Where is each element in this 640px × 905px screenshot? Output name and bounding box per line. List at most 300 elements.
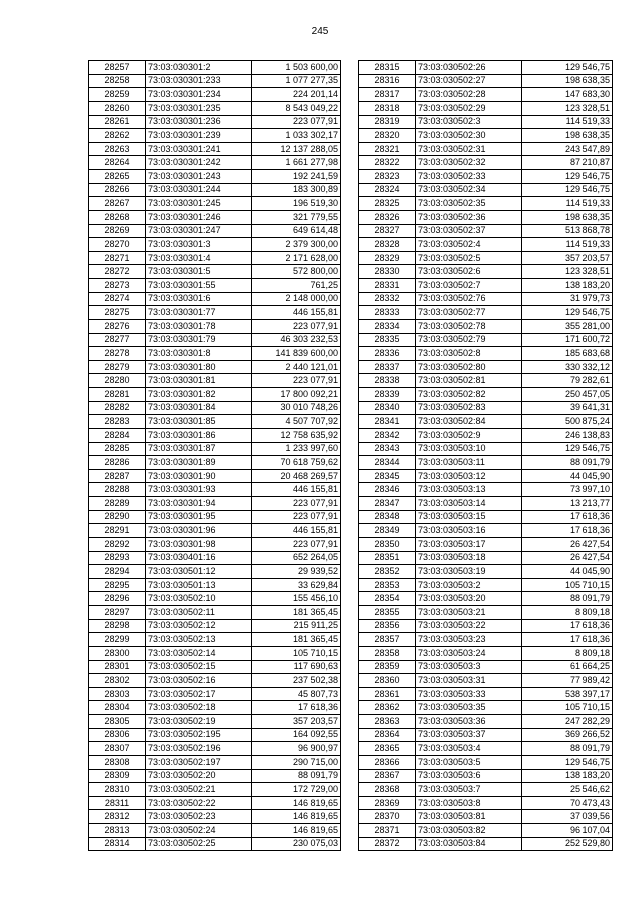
cadastral-number-cell: 73:03:030502:31 [416, 142, 522, 156]
row-number-cell: 28287 [89, 469, 146, 483]
row-number-cell: 28330 [359, 265, 416, 279]
value-cell: 17 618,36 [522, 633, 613, 647]
row-number-cell: 28312 [89, 810, 146, 824]
table-row [89, 497, 341, 511]
table-row [359, 824, 613, 838]
row-number-cell: 28338 [359, 374, 416, 388]
table-row [359, 606, 613, 620]
cadastral-number-cell: 73:03:030502:8 [416, 347, 522, 361]
row-number-cell: 28323 [359, 170, 416, 184]
row-number-cell: 28264 [89, 156, 146, 170]
row-number-cell: 28348 [359, 510, 416, 524]
cadastral-number-cell: 73:03:030502:30 [416, 129, 522, 143]
row-number-cell: 28289 [89, 497, 146, 511]
cadastral-number-cell: 73:03:030301:244 [146, 183, 252, 197]
cadastral-number-cell: 73:03:030301:87 [146, 442, 252, 456]
row-number-cell: 28340 [359, 401, 416, 415]
value-cell: 29 939,52 [252, 565, 341, 579]
table-row [359, 88, 613, 102]
cadastral-number-cell: 73:03:030301:55 [146, 279, 252, 293]
value-cell: 13 213,77 [522, 497, 613, 511]
cadastral-number-cell: 73:03:030301:241 [146, 142, 252, 156]
cadastral-number-cell: 73:03:030501:13 [146, 578, 252, 592]
value-cell: 223 077,91 [252, 537, 341, 551]
value-cell: 129 546,75 [522, 61, 613, 75]
cadastral-number-cell: 73:03:030502:197 [146, 755, 252, 769]
row-number-cell: 28260 [89, 101, 146, 115]
table-row [359, 347, 613, 361]
value-cell: 198 638,35 [522, 74, 613, 88]
table-row [89, 592, 341, 606]
cadastral-number-cell: 73:03:030503:12 [416, 469, 522, 483]
value-cell: 146 819,65 [252, 824, 341, 838]
row-number-cell: 28271 [89, 251, 146, 265]
cadastral-number-cell: 73:03:030503:24 [416, 646, 522, 660]
table-row [359, 61, 613, 75]
row-number-cell: 28280 [89, 374, 146, 388]
value-cell: 355 281,00 [522, 319, 613, 333]
row-number-cell: 28267 [89, 197, 146, 211]
value-cell: 30 010 748,26 [252, 401, 341, 415]
value-cell: 2 171 628,00 [252, 251, 341, 265]
value-cell: 117 690,63 [252, 660, 341, 674]
value-cell: 181 365,45 [252, 606, 341, 620]
row-number-cell: 28318 [359, 101, 416, 115]
row-number-cell: 28276 [89, 319, 146, 333]
cadastral-number-cell: 73:03:030502:26 [416, 61, 522, 75]
cadastral-number-cell: 73:03:030503:14 [416, 497, 522, 511]
row-number-cell: 28335 [359, 333, 416, 347]
table-row [359, 292, 613, 306]
table-row [89, 360, 341, 374]
row-number-cell: 28272 [89, 265, 146, 279]
cadastral-number-cell: 73:03:030502:29 [416, 101, 522, 115]
row-number-cell: 28354 [359, 592, 416, 606]
cadastral-number-cell: 73:03:030301:90 [146, 469, 252, 483]
table-row [89, 660, 341, 674]
value-cell: 330 332,12 [522, 360, 613, 374]
cadastral-number-cell: 73:03:030301:86 [146, 428, 252, 442]
row-number-cell: 28332 [359, 292, 416, 306]
row-number-cell: 28365 [359, 742, 416, 756]
value-cell: 761,25 [252, 279, 341, 293]
row-number-cell: 28342 [359, 428, 416, 442]
table-row [359, 837, 613, 851]
table-row [359, 129, 613, 143]
table-row [89, 333, 341, 347]
value-cell: 138 183,20 [522, 279, 613, 293]
row-number-cell: 28327 [359, 224, 416, 238]
row-number-cell: 28265 [89, 170, 146, 184]
cadastral-number-cell: 73:03:030502:35 [416, 197, 522, 211]
value-cell: 79 282,61 [522, 374, 613, 388]
table-row [89, 619, 341, 633]
cadastral-number-cell: 73:03:030503:8 [416, 796, 522, 810]
table-row [359, 224, 613, 238]
row-number-cell: 28288 [89, 483, 146, 497]
table-row [89, 156, 341, 170]
cadastral-number-cell: 73:03:030503:7 [416, 783, 522, 797]
value-cell: 185 683,68 [522, 347, 613, 361]
row-number-cell: 28296 [89, 592, 146, 606]
cadastral-number-cell: 73:03:030503:36 [416, 715, 522, 729]
table-row [89, 606, 341, 620]
table-row [359, 646, 613, 660]
value-cell: 538 397,17 [522, 687, 613, 701]
cadastral-number-cell: 73:03:030502:80 [416, 360, 522, 374]
cadastral-number-cell: 73:03:030503:18 [416, 551, 522, 565]
value-cell: 20 468 269,57 [252, 469, 341, 483]
cadastral-number-cell: 73:03:030301:6 [146, 292, 252, 306]
row-number-cell: 28274 [89, 292, 146, 306]
row-number-cell: 28313 [89, 824, 146, 838]
value-cell: 2 148 000,00 [252, 292, 341, 306]
row-number-cell: 28356 [359, 619, 416, 633]
row-number-cell: 28363 [359, 715, 416, 729]
cadastral-number-cell: 73:03:030301:236 [146, 115, 252, 129]
row-number-cell: 28371 [359, 824, 416, 838]
table-row [89, 755, 341, 769]
value-cell: 17 800 092,21 [252, 388, 341, 402]
cadastral-number-cell: 73:03:030502:18 [146, 701, 252, 715]
value-cell: 129 546,75 [522, 755, 613, 769]
row-number-cell: 28347 [359, 497, 416, 511]
value-cell: 138 183,20 [522, 769, 613, 783]
cadastral-number-cell: 73:03:030502:32 [416, 156, 522, 170]
row-number-cell: 28314 [89, 837, 146, 851]
table-row [359, 810, 613, 824]
table-row [89, 238, 341, 252]
value-cell: 114 519,33 [522, 238, 613, 252]
row-number-cell: 28268 [89, 210, 146, 224]
cadastral-number-cell: 73:03:030502:36 [416, 210, 522, 224]
value-cell: 88 091,79 [522, 742, 613, 756]
table-row [359, 401, 613, 415]
table-row [89, 129, 341, 143]
cadastral-number-cell: 73:03:030301:242 [146, 156, 252, 170]
table-row [359, 524, 613, 538]
cadastral-number-cell: 73:03:030301:245 [146, 197, 252, 211]
cadastral-number-cell: 73:03:030301:233 [146, 74, 252, 88]
value-cell: 172 729,00 [252, 783, 341, 797]
table-row [89, 837, 341, 851]
cadastral-number-cell: 73:03:030503:15 [416, 510, 522, 524]
value-cell: 223 077,91 [252, 115, 341, 129]
value-cell: 46 303 232,53 [252, 333, 341, 347]
cadastral-number-cell: 73:03:030502:3 [416, 115, 522, 129]
row-number-cell: 28362 [359, 701, 416, 715]
row-number-cell: 28270 [89, 238, 146, 252]
value-cell: 446 155,81 [252, 483, 341, 497]
cadastral-number-cell: 73:03:030502:19 [146, 715, 252, 729]
cadastral-number-cell: 73:03:030502:5 [416, 251, 522, 265]
row-number-cell: 28278 [89, 347, 146, 361]
value-cell: 87 210,87 [522, 156, 613, 170]
cadastral-number-cell: 73:03:030301:5 [146, 265, 252, 279]
table-row [89, 306, 341, 320]
cadastral-number-cell: 73:03:030503:17 [416, 537, 522, 551]
value-cell: 164 092,55 [252, 728, 341, 742]
cadastral-number-cell: 73:03:030503:4 [416, 742, 522, 756]
table-row [89, 674, 341, 688]
cadastral-number-cell: 73:03:030301:77 [146, 306, 252, 320]
cadastral-number-cell: 73:03:030503:81 [416, 810, 522, 824]
row-number-cell: 28343 [359, 442, 416, 456]
cadastral-number-cell: 73:03:030502:24 [146, 824, 252, 838]
row-number-cell: 28299 [89, 633, 146, 647]
row-number-cell: 28352 [359, 565, 416, 579]
row-number-cell: 28259 [89, 88, 146, 102]
table-row [359, 415, 613, 429]
table-row [89, 183, 341, 197]
value-cell: 1 233 997,60 [252, 442, 341, 456]
cadastral-number-cell: 73:03:030503:10 [416, 442, 522, 456]
left-table [88, 60, 341, 851]
cadastral-number-cell: 73:03:030502:79 [416, 333, 522, 347]
value-cell: 44 045,90 [522, 565, 613, 579]
row-number-cell: 28286 [89, 456, 146, 470]
value-cell: 17 618,36 [522, 524, 613, 538]
value-cell: 31 979,73 [522, 292, 613, 306]
table-row [89, 292, 341, 306]
table-row [359, 687, 613, 701]
cadastral-number-cell: 73:03:030502:81 [416, 374, 522, 388]
row-number-cell: 28328 [359, 238, 416, 252]
table-row [89, 347, 341, 361]
table-row [89, 401, 341, 415]
cadastral-number-cell: 73:03:030301:247 [146, 224, 252, 238]
table-row [89, 646, 341, 660]
table-row [359, 456, 613, 470]
table-row [359, 74, 613, 88]
row-number-cell: 28350 [359, 537, 416, 551]
row-number-cell: 28310 [89, 783, 146, 797]
table-row [359, 619, 613, 633]
row-number-cell: 28282 [89, 401, 146, 415]
cadastral-number-cell: 73:03:030502:20 [146, 769, 252, 783]
table-row [89, 170, 341, 184]
row-number-cell: 28320 [359, 129, 416, 143]
value-cell: 652 264,05 [252, 551, 341, 565]
row-number-cell: 28367 [359, 769, 416, 783]
table-row [89, 224, 341, 238]
value-cell: 250 457,05 [522, 388, 613, 402]
value-cell: 129 546,75 [522, 442, 613, 456]
table-row [89, 251, 341, 265]
row-number-cell: 28295 [89, 578, 146, 592]
table-row [359, 742, 613, 756]
cadastral-number-cell: 73:03:030502:77 [416, 306, 522, 320]
table-row [89, 796, 341, 810]
row-number-cell: 28322 [359, 156, 416, 170]
row-number-cell: 28336 [359, 347, 416, 361]
cadastral-number-cell: 73:03:030502:78 [416, 319, 522, 333]
cadastral-number-cell: 73:03:030502:34 [416, 183, 522, 197]
row-number-cell: 28353 [359, 578, 416, 592]
row-number-cell: 28273 [89, 279, 146, 293]
value-cell: 223 077,91 [252, 319, 341, 333]
table-row [359, 497, 613, 511]
table-row [89, 783, 341, 797]
row-number-cell: 28283 [89, 415, 146, 429]
table-row [359, 715, 613, 729]
cadastral-number-cell: 73:03:030502:6 [416, 265, 522, 279]
cadastral-number-cell: 73:03:030503:20 [416, 592, 522, 606]
cadastral-number-cell: 73:03:030503:22 [416, 619, 522, 633]
cadastral-number-cell: 73:03:030502:10 [146, 592, 252, 606]
cadastral-number-cell: 73:03:030502:7 [416, 279, 522, 293]
value-cell: 572 800,00 [252, 265, 341, 279]
value-cell: 446 155,81 [252, 306, 341, 320]
row-number-cell: 28307 [89, 742, 146, 756]
table-row [89, 142, 341, 156]
cadastral-number-cell: 73:03:030502:28 [416, 88, 522, 102]
value-cell: 96 107,04 [522, 824, 613, 838]
row-number-cell: 28281 [89, 388, 146, 402]
cadastral-number-cell: 73:03:030502:196 [146, 742, 252, 756]
table-row [89, 578, 341, 592]
cadastral-number-cell: 73:03:030301:95 [146, 510, 252, 524]
table-row [89, 810, 341, 824]
table-row [359, 551, 613, 565]
table-row [359, 142, 613, 156]
cadastral-number-cell: 73:03:030301:89 [146, 456, 252, 470]
table-row [89, 524, 341, 538]
value-cell: 357 203,57 [252, 715, 341, 729]
cadastral-number-cell: 73:03:030301:78 [146, 319, 252, 333]
value-cell: 25 546,62 [522, 783, 613, 797]
cadastral-number-cell: 73:03:030301:93 [146, 483, 252, 497]
table-row [89, 701, 341, 715]
table-row [359, 115, 613, 129]
row-number-cell: 28366 [359, 755, 416, 769]
row-number-cell: 28344 [359, 456, 416, 470]
cadastral-number-cell: 73:03:030502:27 [416, 74, 522, 88]
value-cell: 26 427,54 [522, 551, 613, 565]
value-cell: 96 900,97 [252, 742, 341, 756]
right-table [358, 60, 613, 851]
value-cell: 2 379 300,00 [252, 238, 341, 252]
row-number-cell: 28361 [359, 687, 416, 701]
cadastral-number-cell: 73:03:030301:243 [146, 170, 252, 184]
cadastral-number-cell: 73:03:030301:80 [146, 360, 252, 374]
value-cell: 171 600,72 [522, 333, 613, 347]
table-row [89, 483, 341, 497]
row-number-cell: 28351 [359, 551, 416, 565]
row-number-cell: 28339 [359, 388, 416, 402]
row-number-cell: 28261 [89, 115, 146, 129]
row-number-cell: 28291 [89, 524, 146, 538]
row-number-cell: 28269 [89, 224, 146, 238]
cadastral-number-cell: 73:03:030502:23 [146, 810, 252, 824]
value-cell: 8 809,18 [522, 606, 613, 620]
value-cell: 129 546,75 [522, 170, 613, 184]
table-row [359, 660, 613, 674]
value-cell: 369 266,52 [522, 728, 613, 742]
row-number-cell: 28258 [89, 74, 146, 88]
cadastral-number-cell: 73:03:030502:4 [416, 238, 522, 252]
value-cell: 8 543 049,22 [252, 101, 341, 115]
row-number-cell: 28257 [89, 61, 146, 75]
row-number-cell: 28279 [89, 360, 146, 374]
cadastral-number-cell: 73:03:030502:83 [416, 401, 522, 415]
row-number-cell: 28303 [89, 687, 146, 701]
page-number: 245 [311, 26, 329, 37]
table-row [359, 442, 613, 456]
row-number-cell: 28321 [359, 142, 416, 156]
table-row [359, 279, 613, 293]
value-cell: 123 328,51 [522, 265, 613, 279]
table-row [359, 101, 613, 115]
table-row [359, 265, 613, 279]
value-cell: 129 546,75 [522, 306, 613, 320]
row-number-cell: 28266 [89, 183, 146, 197]
value-cell: 44 045,90 [522, 469, 613, 483]
table-row [359, 483, 613, 497]
cadastral-number-cell: 73:03:030503:31 [416, 674, 522, 688]
value-cell: 243 547,89 [522, 142, 613, 156]
table-row [359, 306, 613, 320]
table-row [359, 755, 613, 769]
value-cell: 223 077,91 [252, 510, 341, 524]
cadastral-number-cell: 73:03:030502:11 [146, 606, 252, 620]
cadastral-number-cell: 73:03:030503:16 [416, 524, 522, 538]
table-row [359, 374, 613, 388]
value-cell: 181 365,45 [252, 633, 341, 647]
value-cell: 1 033 302,17 [252, 129, 341, 143]
row-number-cell: 28329 [359, 251, 416, 265]
value-cell: 105 710,15 [252, 646, 341, 660]
cadastral-number-cell: 73:03:030502:33 [416, 170, 522, 184]
value-cell: 196 519,30 [252, 197, 341, 211]
table-row [359, 674, 613, 688]
table-row [89, 565, 341, 579]
value-cell: 88 091,79 [522, 592, 613, 606]
row-number-cell: 28285 [89, 442, 146, 456]
value-cell: 129 546,75 [522, 183, 613, 197]
value-cell: 237 502,38 [252, 674, 341, 688]
table-row [89, 265, 341, 279]
row-number-cell: 28360 [359, 674, 416, 688]
table-row [89, 428, 341, 442]
cadastral-number-cell: 73:03:030502:15 [146, 660, 252, 674]
table-row [89, 210, 341, 224]
row-number-cell: 28337 [359, 360, 416, 374]
value-cell: 230 075,03 [252, 837, 341, 851]
table-row [359, 796, 613, 810]
cadastral-number-cell: 73:03:030502:21 [146, 783, 252, 797]
row-number-cell: 28317 [359, 88, 416, 102]
cadastral-number-cell: 73:03:030503:35 [416, 701, 522, 715]
row-number-cell: 28341 [359, 415, 416, 429]
value-cell: 141 839 600,00 [252, 347, 341, 361]
cadastral-number-cell: 73:03:030502:14 [146, 646, 252, 660]
value-cell: 223 077,91 [252, 497, 341, 511]
table-row [89, 101, 341, 115]
cadastral-number-cell: 73:03:030301:8 [146, 347, 252, 361]
value-cell: 224 201,14 [252, 88, 341, 102]
row-number-cell: 28355 [359, 606, 416, 620]
row-number-cell: 28326 [359, 210, 416, 224]
row-number-cell: 28315 [359, 61, 416, 75]
table-row [359, 783, 613, 797]
value-cell: 70 618 759,62 [252, 456, 341, 470]
cadastral-number-cell: 73:03:030503:13 [416, 483, 522, 497]
value-cell: 2 440 121,01 [252, 360, 341, 374]
table-row [89, 551, 341, 565]
cadastral-number-cell: 73:03:030503:82 [416, 824, 522, 838]
value-cell: 8 809,18 [522, 646, 613, 660]
